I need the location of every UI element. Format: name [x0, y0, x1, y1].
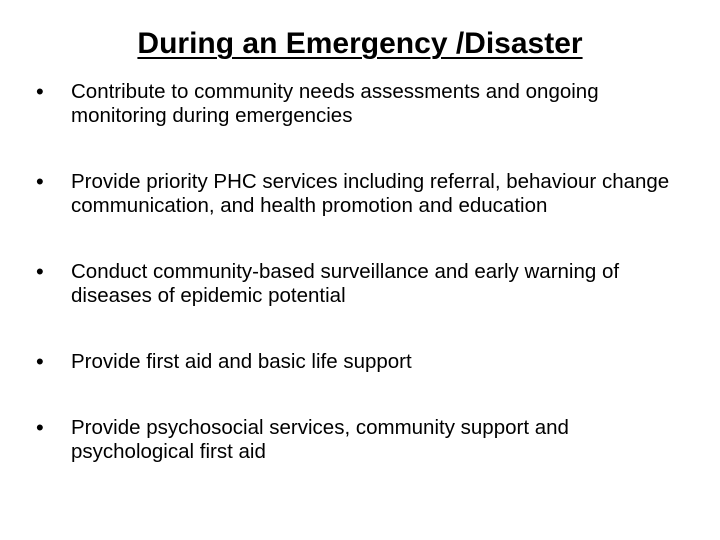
bullet-list: [36, 80, 686, 506]
bullet-item-4: • Provide first aid and basic life support: [36, 350, 686, 374]
bullet-item-5: • Provide psychosocial services, community support and psychological first aid: [36, 416, 686, 464]
bullet-item-3: • Conduct community-based surveillance and early warning of diseases of epidemic potential: [36, 260, 686, 308]
slide-title: [0, 24, 720, 64]
bullet-item-1: • Contribute to community needs assessments and ongoing monitoring during emergencies: [36, 80, 686, 128]
bullet-item-2: • Provide priority PHC services including referral, behaviour change communication, and health promotion and education: [36, 170, 686, 218]
slide-title-text: During an Emergency /Disaster: [137, 27, 583, 60]
